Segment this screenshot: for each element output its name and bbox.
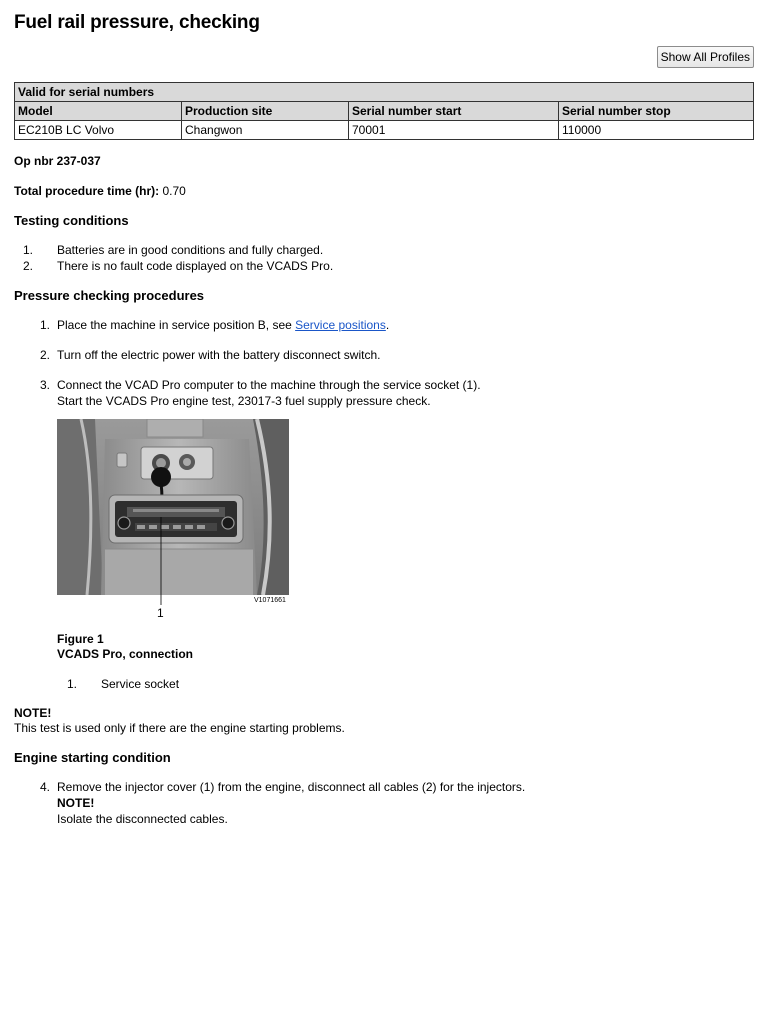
figure-image-code: V1071661 <box>254 597 286 604</box>
legend-text: Service socket <box>101 677 180 691</box>
figure-vcads-connection <box>57 419 297 624</box>
testing-conditions-list <box>14 242 754 274</box>
table-header-row <box>15 102 754 121</box>
step-text: Remove the injector cover (1) from the engine, disconnect all cables (2) for the injectors. <box>57 780 526 794</box>
procedure-steps <box>14 317 754 409</box>
step-text-suffix: . <box>385 318 390 332</box>
procedure-time-label: Total procedure time (hr): <box>14 184 160 198</box>
list-item <box>14 676 754 692</box>
step-note-text: Isolate the disconnected cables. <box>57 812 228 826</box>
service-socket-photo <box>57 419 297 624</box>
cell-production-site: Changwon <box>182 121 349 140</box>
list-item-text: There is no fault code displayed on the VCADS Pro. <box>57 259 334 273</box>
cell-serial-stop: 110000 <box>559 121 754 140</box>
column-header-model: Model <box>15 102 182 121</box>
profiles-row <box>14 46 754 72</box>
page-title: Fuel rail pressure, checking <box>14 12 260 33</box>
column-header-serial-start: Serial number start <box>349 102 559 121</box>
column-header-production-site: Production site <box>182 102 349 121</box>
figure-legend <box>14 676 754 692</box>
step-number: 4. <box>40 780 51 794</box>
note-text: This test is used only if there are the engine starting problems. <box>14 721 345 735</box>
step-number: 3. <box>40 378 51 392</box>
list-item <box>14 258 754 274</box>
step-2 <box>14 347 754 363</box>
figure-caption-number: Figure 1 <box>57 632 104 646</box>
figure-caption-title: VCADS Pro, connection <box>57 647 194 661</box>
service-positions-link[interactable]: Service positions <box>295 318 386 332</box>
step-text: Turn off the electric power with the battery disconnect switch. <box>57 348 381 362</box>
document-body <box>14 12 754 841</box>
pressure-procedures-heading: Pressure checking procedures <box>14 288 205 303</box>
step-3 <box>14 377 754 409</box>
list-item-number: 1. <box>23 243 34 257</box>
step-text-line1: Connect the VCAD Pro computer to the machine through the service socket (1). <box>57 378 481 392</box>
show-all-profiles-button[interactable]: Show All Profiles <box>657 46 754 68</box>
step-text: Place the machine in service position B, see <box>57 318 296 332</box>
table-row <box>15 121 754 140</box>
procedure-time <box>14 183 754 199</box>
legend-number: 1. <box>67 677 78 691</box>
procedure-time-value: 0.70 <box>162 184 186 198</box>
figure-caption <box>57 632 754 662</box>
engine-starting-heading: Engine starting condition <box>14 750 171 765</box>
step-note-title: NOTE! <box>57 796 95 810</box>
step-1 <box>14 317 754 333</box>
column-header-serial-stop: Serial number stop <box>559 102 754 121</box>
step-4 <box>14 779 754 827</box>
table-group-header: Valid for serial numbers <box>15 83 754 102</box>
step-text-line2: Start the VCADS Pro engine test, 23017-3 fuel supply pressure check. <box>57 394 431 408</box>
testing-conditions-heading: Testing conditions <box>14 213 129 228</box>
engine-steps <box>14 779 754 827</box>
op-number: Op nbr 237-037 <box>14 154 101 168</box>
serial-numbers-table <box>14 82 754 140</box>
cell-serial-start: 70001 <box>349 121 559 140</box>
list-item-text: Batteries are in good conditions and fully charged. <box>57 243 324 257</box>
figure-callout-1: 1 <box>157 606 164 620</box>
note-title: NOTE! <box>14 706 52 720</box>
step-number: 1. <box>40 318 51 332</box>
table-group-header-row <box>15 83 754 102</box>
cell-model: EC210B LC Volvo <box>15 121 182 140</box>
list-item-number: 2. <box>23 259 34 273</box>
step-number: 2. <box>40 348 51 362</box>
list-item <box>14 242 754 258</box>
